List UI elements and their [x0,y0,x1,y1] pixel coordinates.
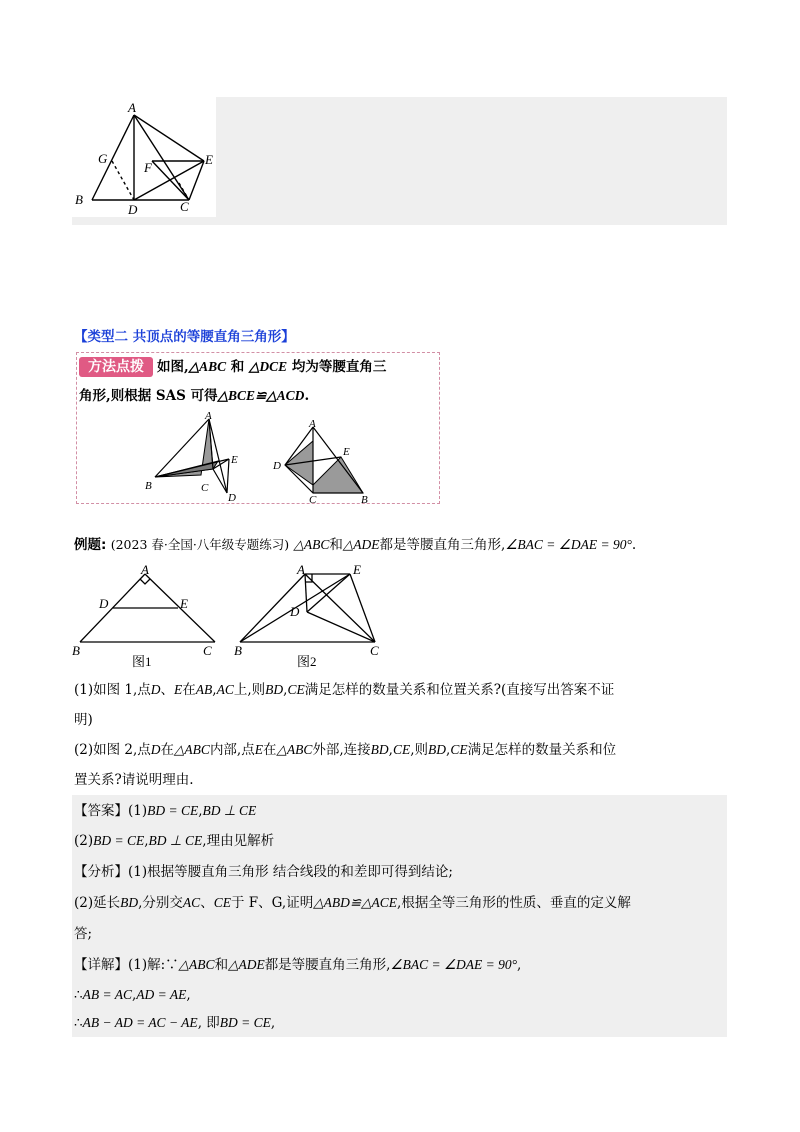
q1-BD: BD [265,682,284,697]
m-l1-mid: 和 [226,359,250,375]
q2-h: , [446,742,451,758]
sol-l1-a: (1)解:∵ [128,957,179,973]
m-l2-pre: 角形,则根据 SAS 可得 [79,388,218,404]
an-l2-cong: △ABD≌△ACE [313,895,398,910]
q1-f: , [283,682,288,698]
sol-l2-m1: AB = AC [82,987,132,1002]
fig-label-F: F [144,160,152,175]
q2-b: 在 [160,742,175,758]
sol-l1-b: 和 [214,957,229,973]
ans-l2-post: ,理由见解析 [202,833,275,849]
mfr-D: D [273,460,281,472]
an-l2-AC: AC [182,895,201,910]
q2-t2: △ABC [276,742,313,757]
method-figure-left [143,411,253,503]
answer-label: 【答案】 [74,803,128,819]
method-badge: 方法点拨 [79,357,153,377]
q1-b: 、 [160,682,175,698]
mfr-B: B [361,494,368,503]
fig-label-D: D [128,202,138,217]
top-figure-panel [72,97,216,217]
analysis-line2 [74,893,631,913]
example-statement [74,535,636,555]
q2-f: , [388,742,393,758]
q1-g: 满足怎样的数量关系和位置关系?(直接写出答案不证 [304,682,615,698]
sol-l3-b: , 即 [197,1015,220,1031]
sol-l2-c: , [186,987,191,1003]
question-1-line1 [74,680,614,700]
example-label: 例题: [74,537,107,553]
an-l2-b: ,分别交 [138,895,183,911]
solution-line3 [74,1013,275,1033]
mfl-E: E [231,454,238,466]
q2-BD: BD [370,742,389,757]
f2-D: D [290,604,300,619]
ans-l1-m1: BD = CE [147,803,199,818]
ans-l1-pre: (1) [128,803,148,819]
mfl-C: C [201,482,209,494]
analysis-line3: 答; [74,926,93,942]
mfr-C: C [309,494,317,503]
q1-c: 在 [182,682,196,698]
q2-g: ,则 [410,742,429,758]
sol-l1-c: 都是等腰直角三角形, [264,957,391,973]
sol-l1-t2: △ADE [228,957,265,972]
q2-d: 在 [262,742,277,758]
method-text-line2 [79,386,309,406]
fig-label-C: C [180,199,189,214]
ans-l1-sep: , [198,803,203,819]
f2-A: A [297,562,305,577]
q1-d: , [212,682,217,698]
fig-label-G: G [98,151,108,166]
fig1-caption: 图1 [132,654,152,669]
q2-c: 内部,点 [209,742,255,758]
an-l2-d: 于 F、G,证明 [230,895,314,911]
sol-l1-d: , [517,957,522,973]
fig-label-A: A [128,100,136,115]
ans-l2-m1: BD = CE [93,833,145,848]
example-desc: 都是等腰直角三角形, [379,537,506,553]
method-text-line1 [157,357,386,377]
example-figures [70,562,390,672]
m-l1-post: 均为等腰直角三 [287,359,387,375]
q2-BD2: BD [428,742,447,757]
q2-i: 满足怎样的数量关系和位 [467,742,617,758]
q1-CE: CE [287,682,305,697]
q2-e: 外部,连接 [312,742,371,758]
top-figure [72,97,216,217]
answer-line1 [74,801,256,821]
f1-B: B [72,643,80,658]
an-l2-BD: BD [120,895,139,910]
f2-E: E [353,562,361,577]
question-2-line2: 置关系?请说明理由. [74,772,194,788]
an-l2-a: (2)延长 [74,895,121,911]
sol-l2-m2: AD = AE [136,987,187,1002]
f1-E: E [180,596,188,611]
method-box [76,352,440,504]
sol-l3-a: ∴ [74,1015,83,1031]
example-source: (2023 春·全国·八年级专题练习) [110,537,290,552]
q1-AB: AB [195,682,213,697]
an-l2-c: 、 [200,895,214,911]
f2-B: B [234,643,242,658]
fig-label-B: B [75,192,83,207]
q2-CE2: CE [450,742,468,757]
analysis-label: 【分析】 [74,864,128,880]
mfl-B: B [145,480,152,492]
sol-l3-m2: BD = CE [219,1015,271,1030]
q1-D: D [150,682,161,697]
example-t1: △ABC [293,537,330,552]
m-l1-t1: △ABC [188,359,227,374]
f2-C: C [370,643,379,658]
ans-l1-m2: BD ⊥ CE [202,803,257,818]
fig-label-E: E [205,152,213,167]
answer-line2 [74,831,274,851]
q2-CE: CE [392,742,411,757]
analysis-line1 [74,862,453,882]
sol-l1-angle: ∠BAC = ∠DAE = 90° [390,957,518,972]
f1-A: A [141,562,149,577]
q2-t1: △ABC [174,742,210,757]
mfl-A: A [205,411,212,422]
question-2-line1 [74,740,616,760]
sol-l2-a: ∴ [74,987,83,1003]
q1-e: 上,则 [233,682,266,698]
fig2-caption: 图2 [297,654,317,669]
m-l2-math: △BCE≌△ACD [217,388,305,403]
example-angle: ∠BAC = ∠DAE = 90° [505,537,632,552]
sol-l2-b: , [131,987,137,1003]
ans-l2-sep: , [144,833,149,849]
an-l2-e: ,根据全等三角形的性质、垂直的定义解 [397,895,631,911]
q1-AC: AC [216,682,234,697]
an-l2-CE: CE [213,895,231,910]
mfr-A: A [309,419,316,430]
f1-C: C [203,643,212,658]
ans-l2-m2: BD ⊥ CE [148,833,203,848]
solution-line2 [74,985,191,1005]
q2-a: (2)如图 2,点 [74,742,151,758]
solution-label: 【详解】 [74,957,128,973]
m-l2-post: . [304,388,310,404]
analysis-l1: (1)根据等腰直角三角形 结合线段的和差即可得到结论; [128,864,453,880]
m-l1-pre: 如图, [157,359,189,375]
sol-l3-c: , [270,1015,276,1031]
example-t2: △ADE [342,537,380,552]
q2-D: D [150,742,161,757]
f1-D: D [99,596,109,611]
sol-l3-m1: AB − AD = AC − AE [82,1015,198,1030]
method-figure-right [263,419,373,503]
q1-a: (1)如图 1,点 [74,682,151,698]
example-and: 和 [329,537,343,553]
sol-l1-t1: △ABC [178,957,215,972]
m-l1-t2: △DCE [249,359,288,374]
q2-E: E [254,742,263,757]
mfr-E: E [343,446,350,458]
solution-line1 [74,955,521,975]
section-heading: 【类型二 共顶点的等腰直角三角形】 [74,329,295,345]
question-1-line2: 明) [74,712,93,728]
example-end: . [631,537,637,553]
mfl-D: D [228,492,236,503]
q1-E: E [174,682,183,697]
ans-l2-pre: (2) [74,833,94,849]
